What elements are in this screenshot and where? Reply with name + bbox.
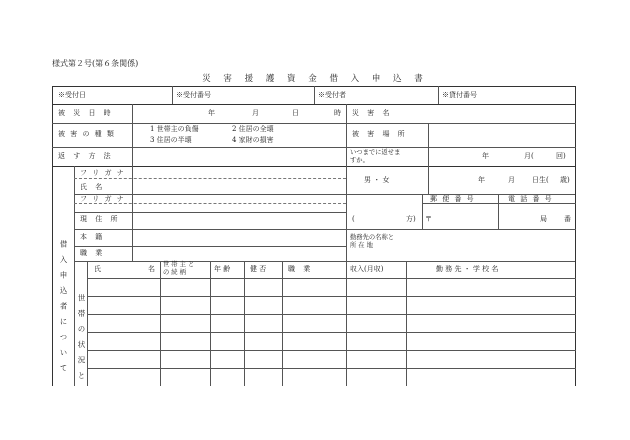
repayment-method-label: 返 す 方 法 xyxy=(58,152,114,160)
col-name-right: 名 xyxy=(148,265,155,273)
address-paren-open: ( xyxy=(352,215,355,223)
col-occupation: 職 業 xyxy=(288,265,314,273)
loan-number-label: ※貸付番号 xyxy=(442,91,477,99)
damage-option-1: 1 世帯主の負傷 xyxy=(150,125,199,133)
form-number: 様式第２号(第６条関係) xyxy=(52,59,139,68)
repay-month-label: 月( xyxy=(524,152,534,160)
receipt-date-label: ※受付日 xyxy=(58,91,86,99)
application-form-table xyxy=(52,86,576,386)
occupation-label: 職 業 xyxy=(80,249,106,257)
form-title: 災 害 援 護 資 金 借 入 申 込 書 xyxy=(202,74,428,84)
address-paren-close: 方) xyxy=(406,215,416,223)
birth-day-label: 日生( xyxy=(532,176,549,184)
disaster-datetime-label: 被 災 日 時 xyxy=(58,109,114,117)
birth-month-label: 月 xyxy=(508,176,515,184)
col-health: 健 否 xyxy=(250,265,267,273)
furigana2-label: フ リ ガ ナ xyxy=(80,195,126,203)
receiver-label: ※受付者 xyxy=(318,91,346,99)
damage-place-label: 被 害 場 所 xyxy=(352,130,408,138)
col-income: 収入(月収) xyxy=(350,265,384,273)
workplace-label: 勤務先の名称と 所 在 地 xyxy=(350,234,395,249)
birth-year-label: 年 xyxy=(478,176,485,184)
disaster-year-label: 年 xyxy=(208,109,215,117)
furigana-label: フ リ ガ ナ xyxy=(80,169,126,177)
col-relation: 世 帯 主 と の 続 柄 xyxy=(163,261,195,276)
name-label: 氏 名 xyxy=(80,183,106,191)
phone-label: 電 話 番 号 xyxy=(508,195,554,203)
disaster-name-label: 災 害 名 xyxy=(352,109,393,117)
disaster-hour-label: 時 xyxy=(334,109,341,117)
col-name-left: 氏 xyxy=(94,265,101,273)
postal-code-label: 郵 便 番 号 xyxy=(430,195,476,203)
applicant-side-label: 借入申込者について xyxy=(59,240,68,380)
honseki-label: 本 籍 xyxy=(80,233,106,241)
phone-exchange-label: 局 xyxy=(540,215,547,223)
postal-mark: 〒 xyxy=(425,215,432,223)
household-side-label: 世帯の状況と xyxy=(77,294,86,387)
repay-by-label: いつまでに返せま すか。 xyxy=(350,149,401,164)
disaster-month-label: 月 xyxy=(252,109,259,117)
gender-label: 男 ・ 女 xyxy=(364,176,390,184)
disaster-day-label: 日 xyxy=(292,109,299,117)
col-workplace: 勤 務 先 ・ 学 校 名 xyxy=(436,265,499,273)
damage-option-4: 4 家財の損害 xyxy=(232,136,274,144)
damage-option-2: 2 住居の全壊 xyxy=(232,125,274,133)
repay-times-label: 回) xyxy=(556,152,566,160)
damage-option-3: 3 住居の半壊 xyxy=(150,136,192,144)
age-label: 歳) xyxy=(560,176,570,184)
col-age: 年 齢 xyxy=(214,265,231,273)
phone-number-label: 番 xyxy=(564,215,571,223)
repay-year-label: 年 xyxy=(482,152,489,160)
address-label: 現 住 所 xyxy=(80,215,121,223)
damage-type-label: 被 害 の 種 類 xyxy=(58,130,116,138)
receipt-number-label: ※受付番号 xyxy=(176,91,211,99)
